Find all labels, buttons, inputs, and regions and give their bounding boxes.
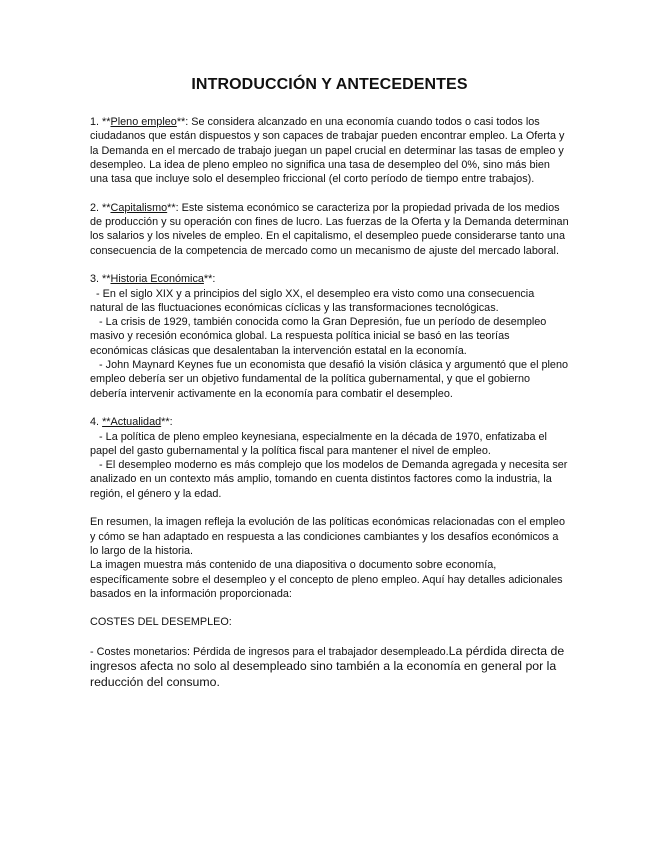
section-number: 1. **	[90, 116, 111, 128]
section-heading	[90, 415, 569, 429]
costs-paragraph	[90, 644, 569, 690]
section-number: 2. **	[90, 201, 111, 214]
list-item-text: - El desempleo moderno es más complejo que los modelos de Demanda agregada y necesita ser analizado en un contexto más amplio, tomando en cuenta distintos factores como la industria, la región, el género y la edad.	[90, 459, 568, 500]
term-suffix: **:	[203, 273, 216, 286]
page-title: INTRODUCCIÓN Y ANTECEDENTES	[191, 76, 468, 93]
term-historia-economica: Historia Económica	[110, 273, 204, 286]
list-item-text: - John Maynard Keynes fue un economista que desafió la visión clásica y argumentó que el pleno empleo debería ser un objetivo fundamental de la política gubernamental, y que el gobierno debería intervenir activamente en la economía para combatir el desempleo.	[90, 359, 569, 400]
term-suffix: **:	[176, 116, 189, 128]
term-capitalismo: Capitalismo	[110, 201, 168, 214]
costs-heading: COSTES DEL DESEMPLEO:	[90, 616, 232, 629]
section-number: 3. **	[90, 273, 111, 286]
list-item-text: - La política de pleno empleo keynesiana, especialmente en la década de 1970, enfatizaba el papel del gasto gubernamental y la política fiscal para mantener el nivel de empleo.	[90, 430, 547, 457]
costs-monetary-text: - Costes monetarios: Pérdida de ingresos para el trabajador desempleado.	[90, 645, 449, 658]
summary-text: En resumen, la imagen refleja la evolución de las políticas económicas relacionadas con el empleo y cómo se han adaptado en respuesta a las condiciones cambiantes y los desafíos económicos a lo largo de la historia.	[90, 516, 565, 557]
summary-paragraph	[90, 515, 569, 601]
section-actualidad	[90, 415, 569, 501]
section-pleno-empleo	[90, 115, 569, 186]
term-suffix: **:	[167, 201, 179, 214]
section-body: Este sistema económico se caracteriza por la propiedad privada de los medios de producción y su operación con fines de lucro. Las fuerzas de la Oferta y la Demanda determinan los salarios y los niveles de empleo. En el capitalismo, el desempleo puede considerarse tanto una consecuencia de la competencia de mercado como un mecanismo de ajuste del mercado laboral.	[90, 201, 569, 257]
costs-detail-text: La pérdida directa de ingresos afecta no solo al desempleado sino también a la economía en general por la reducción del consumo.	[90, 643, 565, 689]
list-item-text: - La crisis de 1929, también conocida como la Gran Depresión, fue un período de desempleo masivo y recesión económica global. La respuesta política inicial se basó en las teorías económicas clásicas que desalentaban la intervención estatal en la economía.	[90, 316, 547, 357]
list-item	[90, 430, 569, 459]
term-suffix: **:	[161, 416, 173, 429]
summary-text-2: La imagen muestra más contenido de una diapositiva o documento sobre economía, específicamente sobre el desempleo y el concepto de pleno empleo. Aquí hay detalles adicionales basados en la información proporcionada:	[90, 559, 563, 600]
list-item	[90, 458, 569, 501]
section-heading	[90, 272, 569, 286]
term-actualidad: **Actualidad	[102, 416, 162, 429]
section-historia-economica	[90, 272, 569, 401]
list-item	[90, 358, 569, 401]
section-capitalismo	[90, 201, 569, 258]
section-body: Se considera alcanzado en una economía cuando todos o casi todos los ciudadanos que están dispuestos y son capaces de trabajar pueden encontrar empleo. La Oferta y la Demanda en el mercado de trabajo juegan un papel crucial en determinar las tasas de empleo y desempleo. La idea de pleno empleo no significa una tasa de desempleo del 0%, sino más bien una tasa que incluye solo el desempleo friccional (el corto período de tiempo entre trabajos).	[90, 116, 565, 186]
list-item	[90, 287, 569, 316]
section-number: 4.	[90, 416, 103, 429]
list-item	[90, 315, 569, 358]
term-pleno-empleo: Pleno empleo	[110, 116, 177, 128]
list-item-text: - En el siglo XIX y a principios del siglo XX, el desempleo era visto como una consecuencia natural de las fluctuaciones económicas cíclicas y las transformaciones tecnológicas.	[90, 287, 535, 314]
